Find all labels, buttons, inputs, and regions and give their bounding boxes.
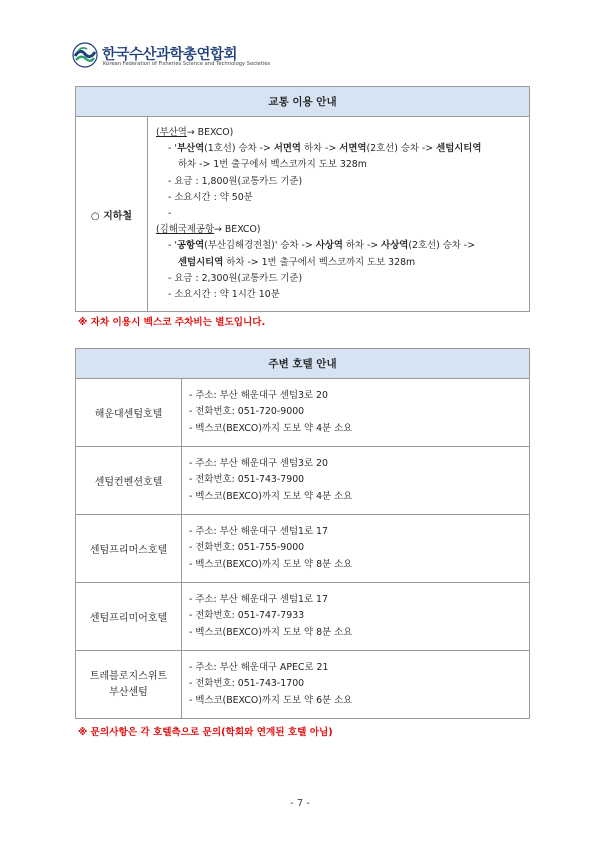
hotel-info: [182, 515, 530, 583]
parking-note: ※ 자차 이용시 벡스코 주차비는 별도입니다.: [78, 317, 266, 328]
hotel-address: - 주소: 부산 해운대구 센텀1로 17: [189, 525, 328, 537]
page-number: - 7 -: [290, 798, 310, 809]
hotel-phone: - 전화번호: 051-743-7900: [189, 474, 305, 486]
table-row: [76, 651, 530, 719]
table-row: [76, 515, 530, 583]
hotel-phone: - 전화번호: 051-755-9000: [189, 542, 305, 554]
route1-step1: - '부산역(1호선) 승차 -> 서면역 하차 -> 서면역(2호선) 승차 -> 센텀시티역: [168, 143, 482, 155]
hotel-address: - 주소: 부산 해운대구 센텀3로 20: [189, 457, 328, 469]
route2-heading: (김해국제공항→ BEXCO): [156, 224, 261, 236]
org-emblem-icon: [72, 42, 98, 68]
hotel-name: 해운대센텀호텔: [76, 379, 182, 447]
hotel-info: [182, 583, 530, 651]
route1-time: - 소요시간 : 약 50분: [168, 191, 253, 203]
hotel-address: - 주소: 부산 해운대구 센텀3로 20: [189, 389, 328, 401]
hotel-walk-time: - 벡스코(BEXCO)까지 도보 약 4분 소요: [189, 490, 353, 502]
hotel-walk-time: - 벡스코(BEXCO)까지 도보 약 8분 소요: [189, 558, 353, 570]
table-row: [76, 447, 530, 515]
transport-table-title: 교통 이용 안내: [76, 87, 530, 117]
route2-step2: 센텀시티역 하차 -> 1번 출구에서 벡스코까지 도보 328m: [178, 256, 416, 268]
route-separator: -: [168, 208, 172, 220]
subway-directions: [148, 117, 530, 312]
hotel-walk-time: - 벡스코(BEXCO)까지 도보 약 6분 소요: [189, 694, 353, 706]
org-name: 한국수산과학총연합회: [102, 47, 238, 63]
hotels-table: [75, 348, 530, 719]
subway-label: ○ 지하철: [76, 117, 148, 312]
hotel-name: 센텀프리머스호텔: [76, 515, 182, 583]
hotel-address: - 주소: 부산 해운대구 센텀1로 17: [189, 593, 328, 605]
hotel-name: 센텀프리미어호텔: [76, 583, 182, 651]
route2-time: - 소요시간 : 약 1시간 10분: [168, 289, 280, 301]
hotel-phone: - 전화번호: 051-747-7933: [189, 610, 305, 622]
route1-step2: 하차 -> 1번 출구에서 벡스코까지 도보 328m: [178, 159, 367, 171]
hotel-info: [182, 379, 530, 447]
hotel-phone: - 전화번호: 051-743-1700: [189, 678, 305, 690]
table-row: [76, 379, 530, 447]
org-name-english: Korean Federation of Fisheries Science and Technology Societies: [103, 61, 271, 67]
org-logo: [72, 40, 292, 74]
hotel-walk-time: - 벡스코(BEXCO)까지 도보 약 8분 소요: [189, 626, 353, 638]
hotel-name: 트레블로지스위트 부산센텀: [76, 651, 182, 719]
hotel-walk-time: - 벡스코(BEXCO)까지 도보 약 4분 소요: [189, 422, 353, 434]
hotel-phone: - 전화번호: 051-720-9000: [189, 406, 305, 418]
route1-fare: - 요금 : 1,800원(교통카드 기준): [168, 175, 303, 187]
hotel-info: [182, 447, 530, 515]
hotel-address: - 주소: 부산 해운대구 APEC로 21: [189, 661, 329, 673]
route2-fare: - 요금 : 2,300원(교통카드 기준): [168, 272, 303, 284]
hotels-table-title: 주변 호텔 안내: [76, 349, 530, 379]
route2-step1: - '공항역(부산김해경전철)' 승차 -> 사상역 하차 -> 사상역(2호선) 승차 ->: [168, 240, 476, 252]
table-row: [76, 583, 530, 651]
route1-heading: (부산역→ BEXCO): [156, 127, 234, 138]
hotel-name: 센텀컨벤션호텔: [76, 447, 182, 515]
hotel-inquiry-note: ※ 문의사항은 각 호텔측으로 문의(학회와 연계된 호텔 아님): [78, 727, 333, 738]
hotel-info: [182, 651, 530, 719]
transport-table: [75, 86, 530, 312]
